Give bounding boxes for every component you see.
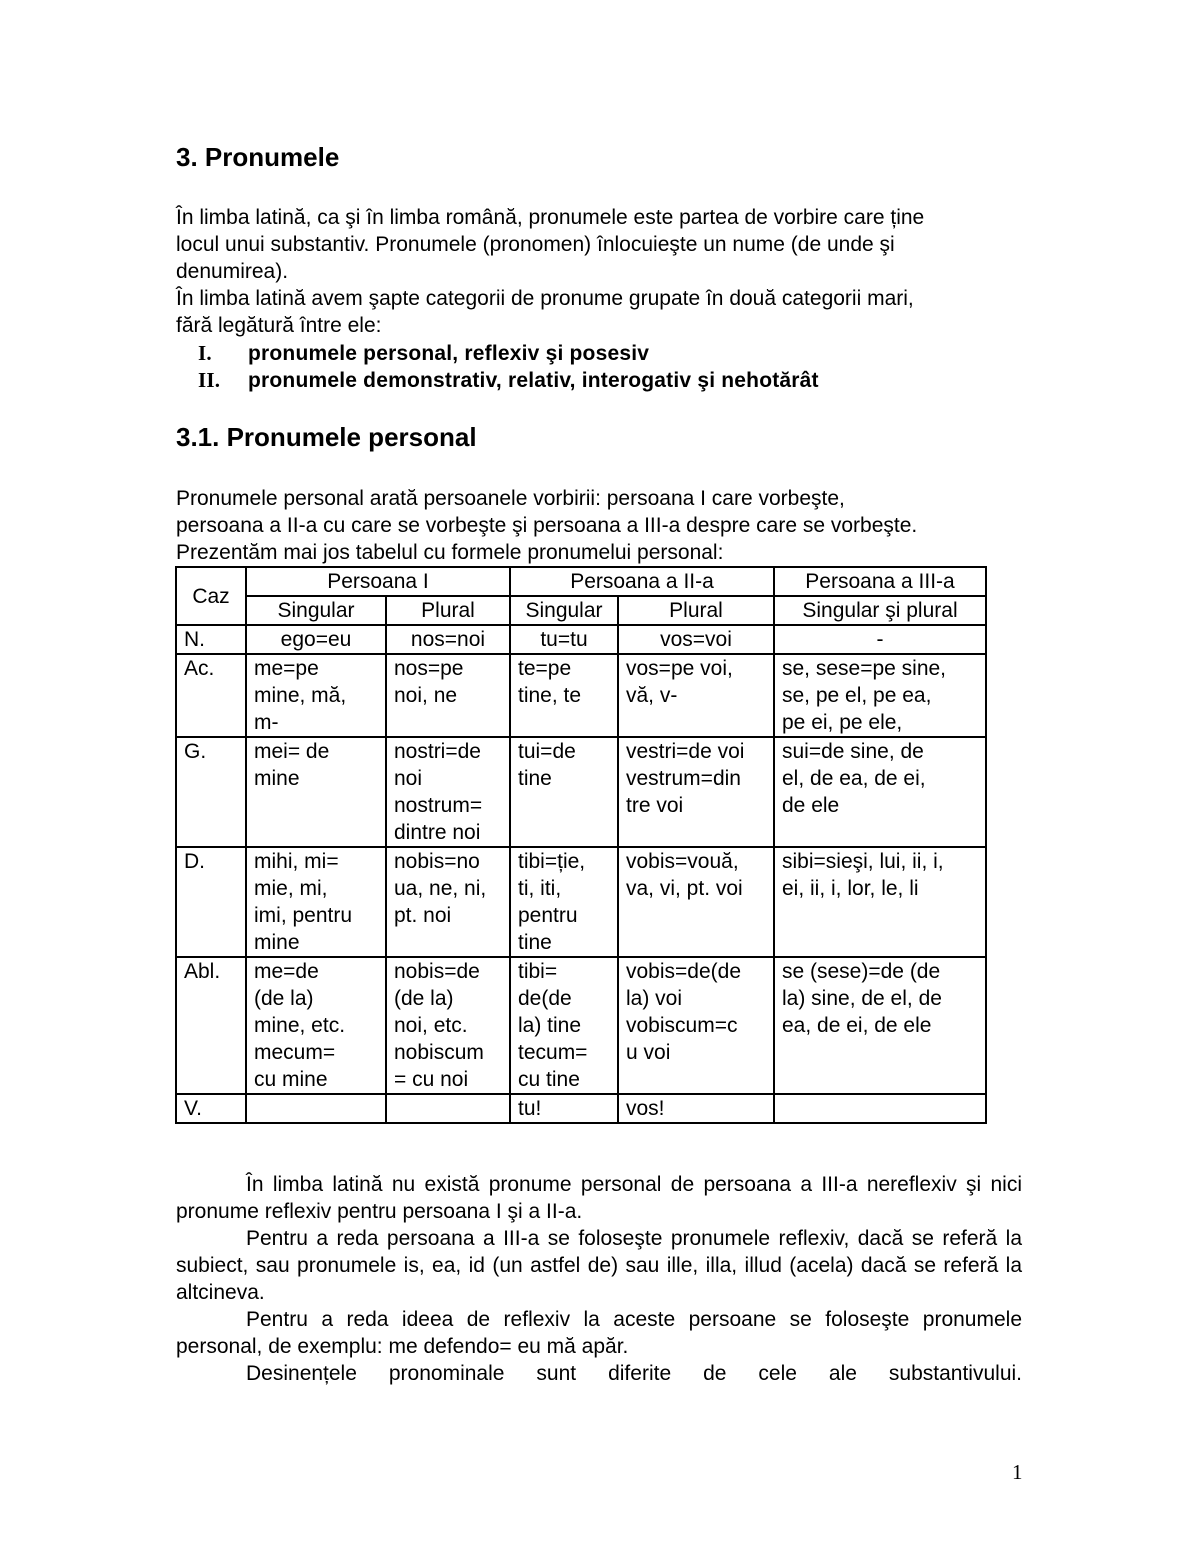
cell-line: va, vi, pt. voi — [626, 877, 743, 900]
table-cell — [510, 847, 618, 957]
cell-line: imi, pentru — [254, 904, 353, 927]
header-caz: Caz — [176, 567, 246, 625]
table-cell — [618, 1094, 774, 1123]
case-label-cell: G. — [176, 737, 246, 847]
cell-line: la) voi — [626, 987, 683, 1010]
cell-line: ti, iti, — [518, 877, 562, 900]
table-cell — [774, 625, 986, 654]
section-intro-line: Pronumele personal arată persoanele vorbirii: persoana I care vorbeşte, — [176, 487, 845, 510]
cell-line: nostri=de — [394, 740, 481, 763]
explanation-text — [176, 1171, 1022, 1387]
cell-line: nobiscum — [394, 1041, 484, 1064]
table-row — [176, 625, 986, 654]
table-cell — [618, 847, 774, 957]
cell-line: ea, de ei, de ele — [782, 1014, 932, 1037]
cell-line: tui=de — [518, 740, 576, 763]
cell-line: tu=tu — [540, 628, 588, 651]
cell-line: vos=voi — [660, 628, 732, 651]
cell-line: nostrum= — [394, 794, 483, 817]
intro-paragraph — [176, 204, 1036, 339]
cell-line: - — [876, 628, 884, 651]
table-cell — [386, 654, 510, 737]
table-cell — [246, 737, 386, 847]
table-cell — [774, 847, 986, 957]
cell-line: mei= de — [254, 740, 330, 763]
cell-line: pt. noi — [394, 904, 452, 927]
page-number: 1 — [1012, 1460, 1023, 1484]
table-cell — [618, 654, 774, 737]
category-item — [176, 340, 1036, 367]
cell-line: tine, te — [518, 684, 582, 707]
section-intro-line: persoana a II-a cu care se vorbeşte şi persoana a III-a despre care se vorbeşte. — [176, 514, 918, 537]
cell-line: me=pe — [254, 657, 319, 680]
table-cell — [386, 847, 510, 957]
intro-line: denumirea). — [176, 260, 289, 283]
cell-line: vobis=vouă, — [626, 850, 739, 873]
table-cell — [774, 957, 986, 1094]
cell-line: mine — [254, 931, 300, 954]
chapter-heading: 3. Pronumele — [176, 142, 340, 172]
personal-pronoun-table — [175, 566, 987, 1124]
section-heading: 3.1. Pronumele personal — [176, 422, 477, 452]
section-intro-paragraph — [176, 485, 1036, 566]
cell-line: noi — [394, 767, 423, 790]
cell-line: cu mine — [254, 1068, 328, 1091]
cell-line: dintre noi — [394, 821, 481, 844]
cell-line: noi, etc. — [394, 1014, 468, 1037]
header-p1-singular: Singular — [246, 596, 386, 625]
cell-line: tine — [518, 931, 552, 954]
cell-line: la) tine — [518, 1014, 582, 1037]
explanation-paragraph: Desinențele pronominale sunt diferite de cele ale substantivului. — [246, 1362, 1022, 1385]
cell-line: tibi= — [518, 960, 558, 983]
cell-line: pe ei, pe ele, — [782, 711, 903, 734]
header-p2-singular: Singular — [510, 596, 618, 625]
table-row — [176, 737, 986, 847]
category-item — [176, 367, 1036, 394]
cell-line: ua, ne, ni, — [394, 877, 487, 900]
cell-line: vestri=de voi — [626, 740, 745, 763]
header-p3-singular-plural: Singular şi plural — [774, 596, 986, 625]
cell-line: (de la) — [254, 987, 314, 1010]
explanation-paragraph: Pentru a reda ideea de reflexiv la aceste persoane se foloseşte pronumele personal, de exemplu: me defendo= eu mă apăr. — [176, 1308, 1022, 1358]
table-cell — [774, 737, 986, 847]
cell-line: cu tine — [518, 1068, 580, 1091]
table-cell — [618, 737, 774, 847]
header-p2-plural: Plural — [618, 596, 774, 625]
cell-line: vestrum=din — [626, 767, 741, 790]
table-cell — [246, 1094, 386, 1123]
intro-line: locul unui substantiv. Pronumele (pronomen) înlocuieşte un nume (de unde şi — [176, 233, 895, 256]
table-header-row — [176, 567, 986, 596]
cell-line: se, pe el, pe ea, — [782, 684, 932, 707]
case-label-cell: D. — [176, 847, 246, 957]
cell-line: la) sine, de el, de — [782, 987, 942, 1010]
table-cell — [386, 957, 510, 1094]
header-p1-plural: Plural — [386, 596, 510, 625]
cell-line: me=de — [254, 960, 319, 983]
table-cell — [510, 625, 618, 654]
cell-line: tecum= — [518, 1041, 588, 1064]
cell-line: mine, mă, — [254, 684, 347, 707]
case-label-cell: V. — [176, 1094, 246, 1123]
category-number: I. — [198, 341, 212, 365]
table-row — [176, 1094, 986, 1123]
table-cell — [618, 957, 774, 1094]
cell-line: = cu noi — [394, 1068, 469, 1091]
cell-line: vos! — [626, 1097, 665, 1120]
cell-line: tibi=ție, — [518, 850, 586, 873]
header-persoana-2: Persoana a II-a — [510, 567, 774, 596]
cell-line: m- — [254, 711, 279, 734]
cell-line: mihi, mi= — [254, 850, 339, 873]
intro-line: În limba latină avem şapte categorii de pronume grupate în două categorii mari, — [176, 287, 914, 310]
cell-line: nobis=no — [394, 850, 480, 873]
cell-line: pentru — [518, 904, 578, 927]
table-row — [176, 957, 986, 1094]
table-cell — [618, 625, 774, 654]
table-cell — [246, 847, 386, 957]
table-cell — [386, 737, 510, 847]
category-text: pronumele demonstrativ, relativ, interogativ şi nehotărât — [248, 369, 819, 392]
cell-line: tine — [518, 767, 552, 790]
cell-line: el, de ea, de ei, — [782, 767, 926, 790]
table-cell — [246, 957, 386, 1094]
table-row — [176, 654, 986, 737]
table-cell — [386, 625, 510, 654]
cell-line: nobis=de — [394, 960, 480, 983]
case-label-cell: Abl. — [176, 957, 246, 1094]
cell-line: sibi=sieşi, lui, ii, i, — [782, 850, 944, 873]
cell-line: u voi — [626, 1041, 671, 1064]
cell-line: mecum= — [254, 1041, 336, 1064]
explanation-paragraph: În limba latină nu există pronume personal de persoana a III-a nereflexiv şi nici pronume reflexiv pentru persoana I şi a II-a. — [176, 1173, 1022, 1223]
table-cell — [246, 625, 386, 654]
table-cell — [510, 1094, 618, 1123]
intro-line: În limba latină, ca şi în limba română, pronumele este partea de vorbire care ține — [176, 206, 925, 229]
category-text: pronumele personal, reflexiv şi posesiv — [248, 342, 650, 365]
table-cell — [774, 1094, 986, 1123]
case-label-cell: N. — [176, 625, 246, 654]
table-subheader-row — [176, 596, 986, 625]
cell-line: mine — [254, 767, 300, 790]
cell-line: ego=eu — [280, 628, 352, 651]
table-cell — [510, 737, 618, 847]
cell-line: de(de — [518, 987, 572, 1010]
cell-line: (de la) — [394, 987, 454, 1010]
cell-line: vă, v- — [626, 684, 678, 707]
cell-line: vobis=de(de — [626, 960, 741, 983]
cell-line: se (sese)=de (de — [782, 960, 941, 983]
cell-line: se, sese=pe sine, — [782, 657, 947, 680]
section-intro-line: Prezentăm mai jos tabelul cu formele pronumelui personal: — [176, 541, 724, 564]
table-cell — [246, 654, 386, 737]
cell-line: nos=noi — [410, 628, 486, 651]
cell-line: sui=de sine, de — [782, 740, 924, 763]
cell-line: tre voi — [626, 794, 684, 817]
table-cell — [510, 654, 618, 737]
header-persoana-3: Persoana a III-a — [774, 567, 986, 596]
cell-line: te=pe — [518, 657, 572, 680]
cell-line: noi, ne — [394, 684, 458, 707]
intro-line: fără legătură între ele: — [176, 314, 382, 337]
table-cell — [386, 1094, 510, 1123]
cell-line: vos=pe voi, — [626, 657, 733, 680]
cell-line: mine, etc. — [254, 1014, 346, 1037]
explanation-paragraph: Pentru a reda persoana a III-a se foloseşte pronumele reflexiv, dacă se referă la subiect, sau pronumele is, ea, id (un astfel de) sau ille, illa, illud (acela) dacă se referă la altcineva. — [176, 1227, 1022, 1304]
cell-line: nos=pe — [394, 657, 464, 680]
header-persoana-1: Persoana I — [246, 567, 510, 596]
cell-line: mie, mi, — [254, 877, 328, 900]
table-cell — [774, 654, 986, 737]
cell-line: de ele — [782, 794, 840, 817]
table-cell — [510, 957, 618, 1094]
table-row — [176, 847, 986, 957]
cell-line: tu! — [518, 1097, 542, 1120]
category-number: II. — [198, 368, 221, 392]
cell-line: ei, ii, i, lor, le, li — [782, 877, 919, 900]
cell-line: vobiscum=c — [626, 1014, 738, 1037]
category-list — [176, 340, 1036, 394]
case-label-cell: Ac. — [176, 654, 246, 737]
